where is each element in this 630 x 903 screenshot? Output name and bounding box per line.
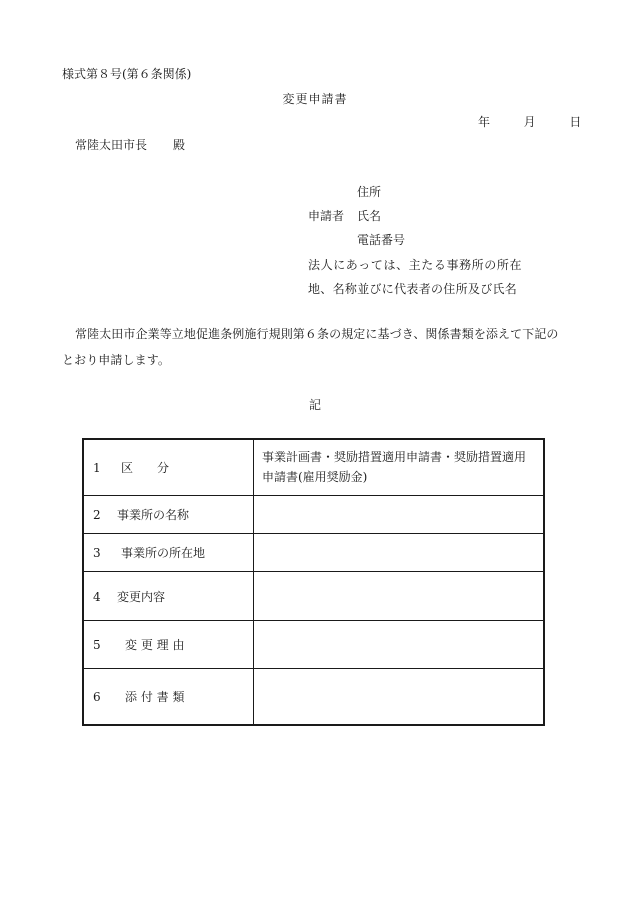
ki-heading: 記	[308, 398, 321, 412]
phone-label: 電話番号	[357, 233, 406, 247]
table-row	[83, 572, 544, 620]
addressee-name: 常陸太田市長	[75, 138, 148, 152]
applicant-label: 申請者	[308, 209, 345, 223]
row-label: 事業所の所在地	[121, 546, 206, 561]
table-row	[83, 534, 544, 572]
row-label: 添 付 書 類	[125, 690, 185, 705]
corporate-note-line-2: 地、名称並びに代表者の住所及び氏名	[308, 282, 518, 296]
date-month-label: 月	[523, 115, 536, 129]
row-label-cell	[83, 572, 254, 620]
business-name-value-cell[interactable]	[254, 495, 545, 533]
addressee	[75, 139, 185, 151]
row-number: 1	[93, 460, 101, 475]
table-row	[83, 669, 544, 725]
category-value-cell: 事業計画書・奨励措置適用申請書・奨励措置適用申請書(雇用奨励金)	[254, 439, 545, 495]
addressee-honorific: 殿	[173, 138, 186, 152]
row-label-cell	[83, 620, 254, 668]
table-row	[83, 620, 544, 668]
row-number: 3	[93, 546, 101, 561]
document-title: 変更申請書	[282, 92, 348, 106]
attachments-value-cell[interactable]	[254, 669, 545, 725]
date-day-label: 日	[569, 115, 582, 129]
application-items-table	[82, 438, 545, 726]
row-label-cell	[83, 669, 254, 725]
date-year-label: 年	[478, 115, 491, 129]
row-label: 区 分	[121, 460, 170, 475]
form-number: 様式第８号(第６条関係)	[62, 67, 192, 81]
corporate-note-line-1: 法人にあっては、主たる事務所の所在	[308, 258, 523, 272]
row-label: 変更内容	[117, 589, 166, 604]
row-number: 4	[93, 589, 101, 604]
table-row	[83, 495, 544, 533]
row-label-cell	[83, 495, 254, 533]
row-label: 事業所の名称	[117, 508, 190, 523]
body-paragraph: 常陸太田市企業等立地促進条例施行規則第６条の規定に基づき、関係書類を添えて下記のとおり申請します。	[62, 327, 559, 367]
address-label: 住所	[357, 185, 382, 199]
row-number: 6	[93, 690, 101, 705]
row-label-cell	[83, 439, 254, 495]
row-label-cell	[83, 534, 254, 572]
name-label: 氏名	[357, 209, 382, 223]
change-reason-value-cell[interactable]	[254, 620, 545, 668]
change-details-value-cell[interactable]	[254, 572, 545, 620]
row-number: 5	[93, 637, 101, 652]
business-location-value-cell[interactable]	[254, 534, 545, 572]
table-row	[83, 439, 544, 495]
date-line	[478, 116, 581, 128]
row-label: 変 更 理 由	[125, 637, 185, 652]
row-number: 2	[93, 508, 101, 523]
